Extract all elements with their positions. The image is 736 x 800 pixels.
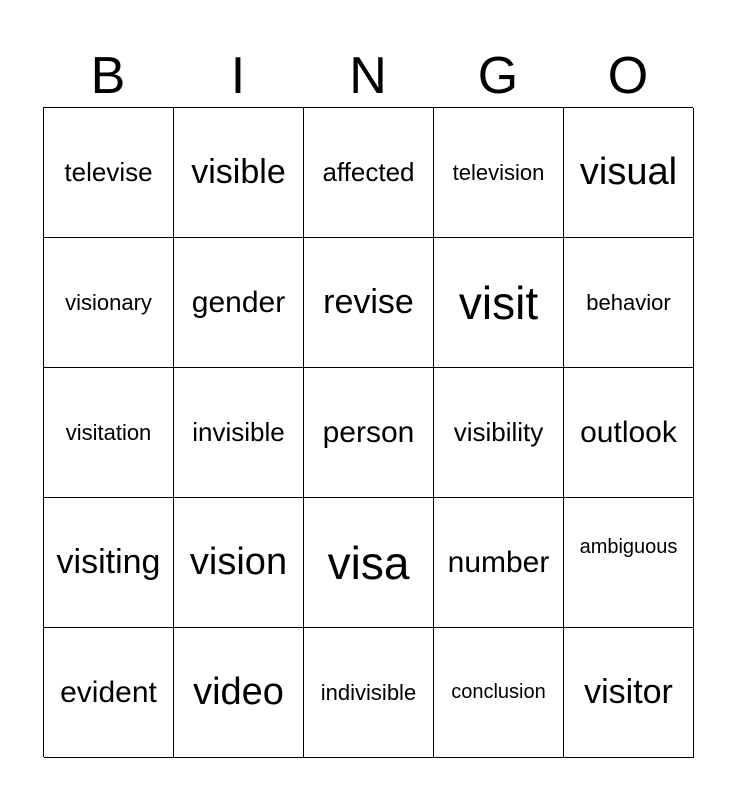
cell-word: behavior (586, 289, 671, 315)
header-letter-i: I (230, 47, 246, 105)
cell-word: affected (322, 157, 415, 187)
bingo-cell[interactable] (44, 498, 174, 628)
cell-word: visitation (65, 419, 152, 445)
bingo-cell[interactable] (174, 498, 304, 628)
bingo-cell[interactable] (304, 368, 434, 498)
cell-word: revise (323, 283, 414, 321)
bingo-board (43, 107, 693, 757)
bingo-cell[interactable] (564, 368, 694, 498)
cell-word: person (322, 415, 415, 449)
cell-word: television (452, 159, 545, 185)
bingo-cell[interactable] (434, 108, 564, 238)
bingo-cell[interactable] (174, 628, 304, 758)
cell-word: conclusion (451, 681, 546, 703)
bingo-cell[interactable] (304, 108, 434, 238)
cell-word: visible (191, 153, 286, 191)
cell-word: televise (64, 157, 153, 187)
bingo-cell[interactable] (174, 238, 304, 368)
bingo-cell[interactable] (304, 238, 434, 368)
cell-word: vision (189, 541, 288, 583)
cell-word: gender (191, 285, 286, 319)
bingo-cell[interactable] (564, 628, 694, 758)
cell-word: invisible (192, 417, 285, 447)
bingo-header (43, 46, 693, 106)
cell-word: evident (60, 675, 157, 709)
header-letter-b: B (90, 47, 126, 105)
bingo-cell[interactable] (174, 108, 304, 238)
header-letter-n: N (349, 47, 387, 105)
cell-word: visionary (65, 289, 152, 315)
bingo-cell[interactable] (304, 628, 434, 758)
header-letter-o: O (607, 47, 649, 105)
bingo-cell[interactable] (44, 628, 174, 758)
cell-word: ambiguous (579, 536, 678, 558)
bingo-cell[interactable] (564, 498, 694, 628)
cell-word: outlook (580, 415, 677, 449)
header-letter-g: G (477, 47, 519, 105)
cell-word: visitor (584, 673, 673, 711)
cell-word: visual (579, 151, 678, 193)
bingo-cell[interactable] (44, 238, 174, 368)
bingo-cell[interactable] (44, 108, 174, 238)
cell-word: visit (458, 276, 539, 329)
bingo-cell[interactable] (174, 368, 304, 498)
cell-word: video (193, 671, 284, 713)
bingo-cell[interactable] (434, 628, 564, 758)
cell-word: visa (327, 536, 410, 589)
bingo-cell[interactable] (564, 108, 694, 238)
cell-word: indivisible (320, 679, 417, 705)
cell-word: visiting (56, 543, 161, 581)
cell-word: visibility (453, 417, 544, 447)
cell-word: number (447, 545, 550, 579)
bingo-cell[interactable] (434, 368, 564, 498)
bingo-cell[interactable] (44, 368, 174, 498)
bingo-cell[interactable] (434, 238, 564, 368)
bingo-cell[interactable] (564, 238, 694, 368)
bingo-cell[interactable] (304, 498, 434, 628)
bingo-cell[interactable] (434, 498, 564, 628)
